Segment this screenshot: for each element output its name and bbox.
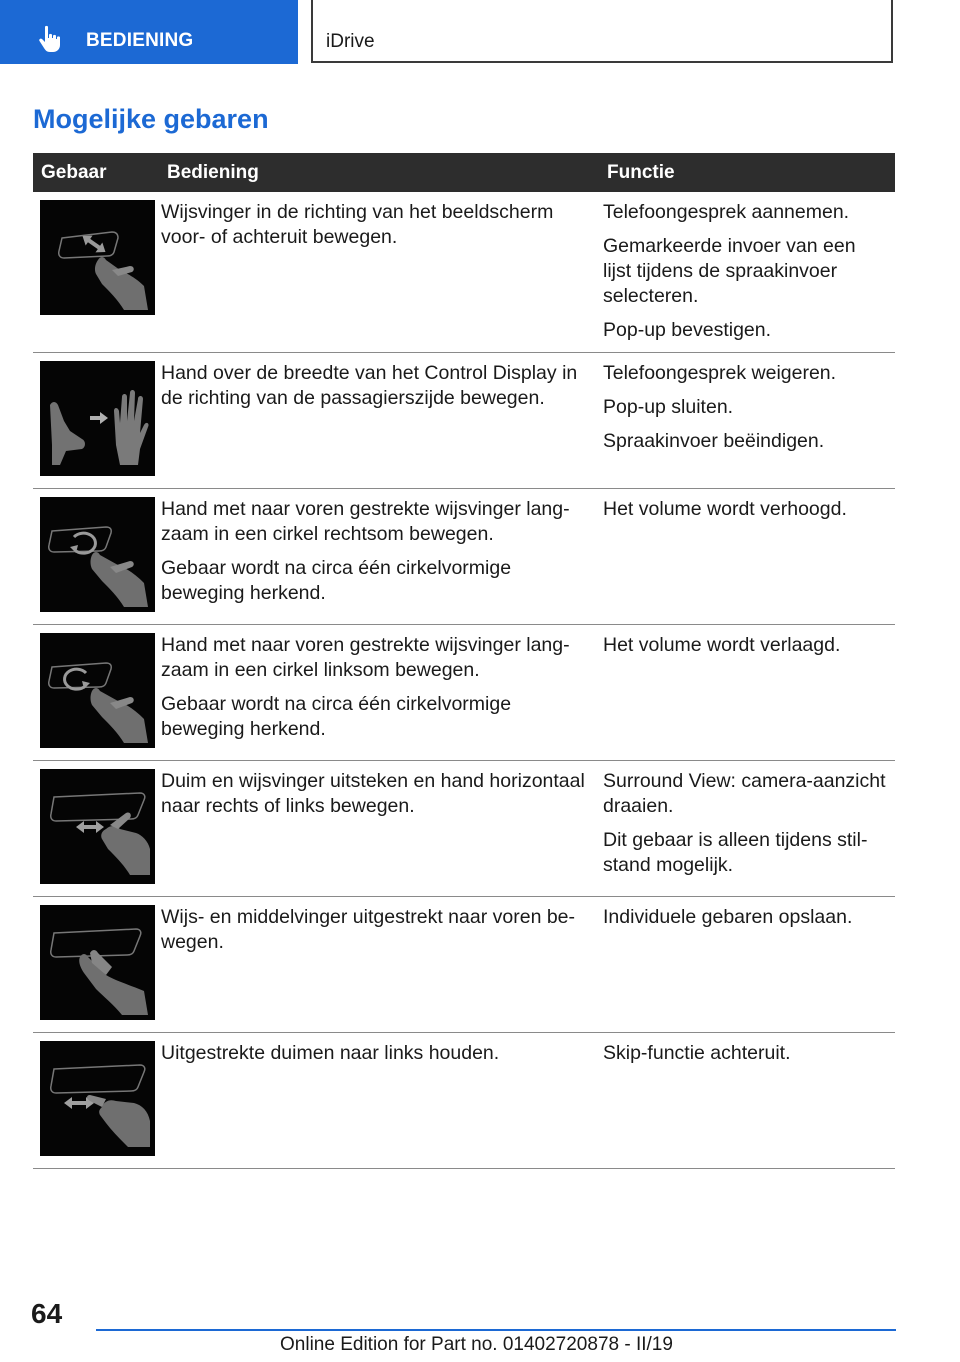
table-header-row (33, 153, 895, 192)
operation-text: Uitgestrekte duimen naar links houden. (161, 1042, 500, 1064)
function-cell (599, 1033, 895, 1169)
column-header-function: Functie (599, 153, 895, 192)
function-cell (599, 761, 895, 897)
gesture-thumb-left-icon (40, 1041, 155, 1156)
function-text: Spraakinvoer beëindigen. (603, 430, 825, 452)
operation-cell (159, 489, 599, 625)
operation-text: Wijsvinger in de richting van het beeldscherm voor- of achteruit bewegen. (161, 201, 554, 248)
page-title: Mogelijke gebaren (33, 104, 269, 134)
section-label: BEDIENING (86, 30, 194, 51)
gesture-circle-clockwise-icon (40, 497, 155, 612)
footer-edition: Online Edition for Part no. 01402720878 - II/19 (280, 1334, 673, 1355)
operation-text: Duim en wijsvinger uitsteken en hand horizontaal naar rechts of links bewegen. (161, 770, 585, 817)
chapter-label: iDrive (326, 31, 375, 52)
operation-cell (159, 192, 599, 353)
operation-cell (159, 1033, 599, 1169)
chapter-box (311, 0, 893, 63)
gesture-finger-forward-back-icon (40, 200, 155, 315)
hand-pointer-icon (36, 24, 66, 54)
function-text: Het volume wordt verlaagd. (603, 634, 841, 656)
gesture-cell (33, 625, 159, 761)
operation-cell (159, 625, 599, 761)
operation-cell (159, 353, 599, 489)
function-text: Individuele gebaren opslaan. (603, 906, 853, 928)
gestures-table (33, 153, 895, 1169)
table-row (33, 192, 895, 353)
gesture-cell (33, 192, 159, 353)
gesture-hand-swipe-icon (40, 361, 155, 476)
gesture-cell (33, 353, 159, 489)
operation-text: Wijs- en middelvinger uitgestrekt naar voren bewegen. (161, 906, 576, 953)
function-text: Het volume wordt verhoogd. (603, 498, 847, 520)
operation-text: Hand met naar voren gestrekte wijsvinger langzaam in een cirkel linksom bewegen. (161, 634, 570, 681)
function-text: Skip-functie achteruit. (603, 1042, 791, 1064)
operation-text: Hand met naar voren gestrekte wijsvinger langzaam in een cirkel rechtsom bewegen. (161, 498, 570, 545)
function-cell (599, 192, 895, 353)
table-row (33, 761, 895, 897)
operation-text: Gebaar wordt na circa één cirkelvormige beweging herkend. (161, 557, 512, 604)
function-text: Surround View: camera-aanzicht draaien. (603, 770, 886, 817)
page-number: 64 (31, 1298, 63, 1329)
operation-text: Hand over de breedte van het Control Display in de richting van de passagierszijde bewegen. (161, 362, 578, 409)
gesture-cell (33, 489, 159, 625)
function-cell (599, 353, 895, 489)
function-text: Pop-up sluiten. (603, 396, 734, 418)
column-header-operation: Bediening (159, 153, 599, 192)
table-row (33, 1033, 895, 1169)
gesture-circle-counterclockwise-icon (40, 633, 155, 748)
operation-text: Gebaar wordt na circa één cirkelvormige beweging herkend. (161, 693, 512, 740)
gesture-thumb-finger-horizontal-icon (40, 769, 155, 884)
gesture-two-fingers-forward-icon (40, 905, 155, 1020)
table-row (33, 897, 895, 1033)
table-row (33, 353, 895, 489)
function-text: Dit gebaar is alleen tijdens stilstand mogelijk. (603, 829, 868, 876)
gesture-cell (33, 1033, 159, 1169)
gesture-cell (33, 761, 159, 897)
function-cell (599, 625, 895, 761)
function-text: Telefoongesprek weigeren. (603, 362, 837, 384)
section-tab (0, 0, 298, 64)
operation-cell (159, 897, 599, 1033)
function-text: Pop-up bevestigen. (603, 319, 772, 341)
function-text: Telefoongesprek aannemen. (603, 201, 850, 223)
table-row (33, 489, 895, 625)
table-row (33, 625, 895, 761)
column-header-gesture: Gebaar (33, 153, 159, 192)
operation-cell (159, 761, 599, 897)
gesture-cell (33, 897, 159, 1033)
function-cell (599, 897, 895, 1033)
function-text: Gemarkeerde invoer van een lijst tijdens de spraakinvoer selecteren. (603, 235, 856, 307)
function-cell (599, 489, 895, 625)
footer-divider (96, 1329, 896, 1331)
